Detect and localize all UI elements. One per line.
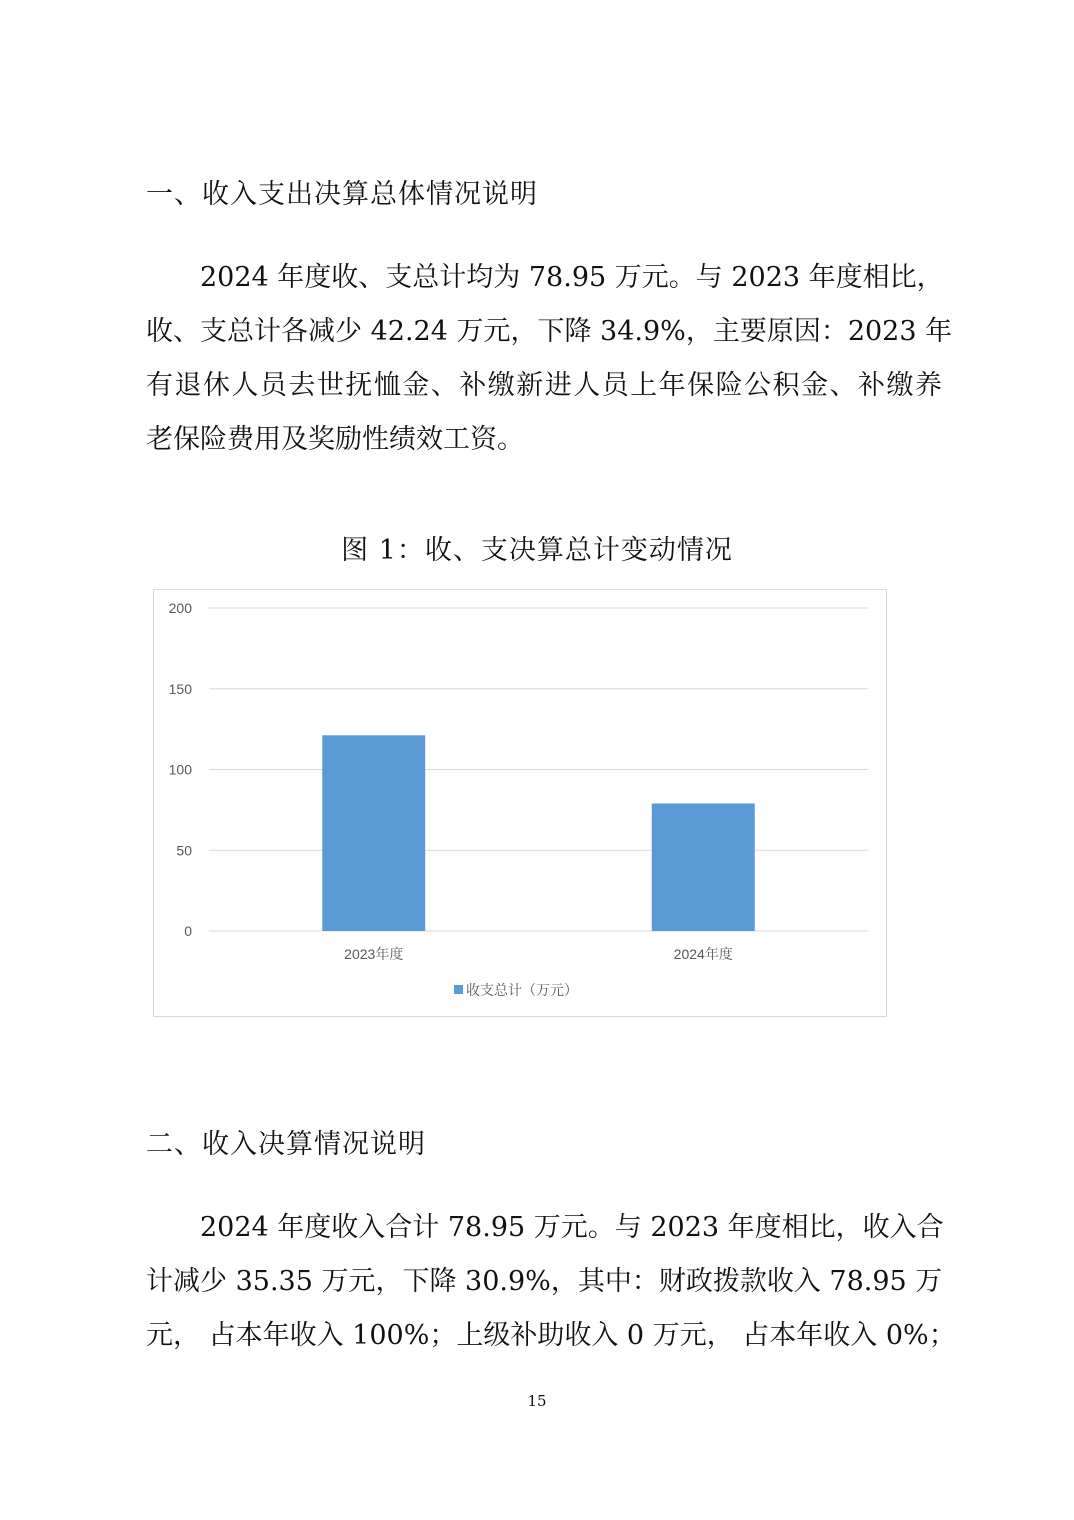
y-tick-label: 50 <box>176 842 192 859</box>
page-number: 15 <box>527 1392 547 1410</box>
x-tick-label: 2023年度 <box>344 946 404 962</box>
y-tick-label: 200 <box>168 600 192 616</box>
paragraph-line: 有退休人员去世抚恤金、补缴新进人员上年保险公积金、补缴养 <box>146 370 942 401</box>
paragraph-line: 2024 年度收入合计 78.95 万元。与 2023 年度相比，收入合 <box>146 1212 944 1243</box>
bar <box>652 803 755 931</box>
x-tick-label: 2024年度 <box>673 946 733 962</box>
y-tick-label: 150 <box>168 680 192 697</box>
y-tick-label: 0 <box>184 923 192 939</box>
section-2-heading: 二、收入决算情况说明 <box>146 1129 426 1160</box>
paragraph-line: 收、支总计各减少 42.24 万元，下降 34.9%，主要原因：2023 年 <box>146 316 953 347</box>
bar-chart-svg <box>154 590 888 1018</box>
paragraph-line: 计减少 35.35 万元，下降 30.9%，其中：财政拨款收入 78.95 万 <box>146 1266 943 1297</box>
bar <box>322 735 425 931</box>
paragraph-line: 元， 占本年收入 100%；上级补助收入 0 万元， 占本年收入 0%； <box>146 1320 956 1351</box>
section-1-heading: 一、收入支出决算总体情况说明 <box>146 179 538 210</box>
paragraph-line: 2024 年度收、支总计均为 78.95 万元。与 2023 年度相比， <box>146 262 944 293</box>
bar-chart <box>153 589 887 1017</box>
y-tick-label: 100 <box>168 761 192 778</box>
legend-swatch <box>454 985 463 994</box>
section-2-paragraph <box>146 1201 956 1363</box>
section-1-paragraph <box>146 251 953 467</box>
legend-label: 收支总计（万元） <box>466 982 578 998</box>
paragraph-line: 老保险费用及奖励性绩效工资。 <box>146 424 524 455</box>
figure-title: 图 1：收、支决算总计变动情况 <box>341 535 733 566</box>
